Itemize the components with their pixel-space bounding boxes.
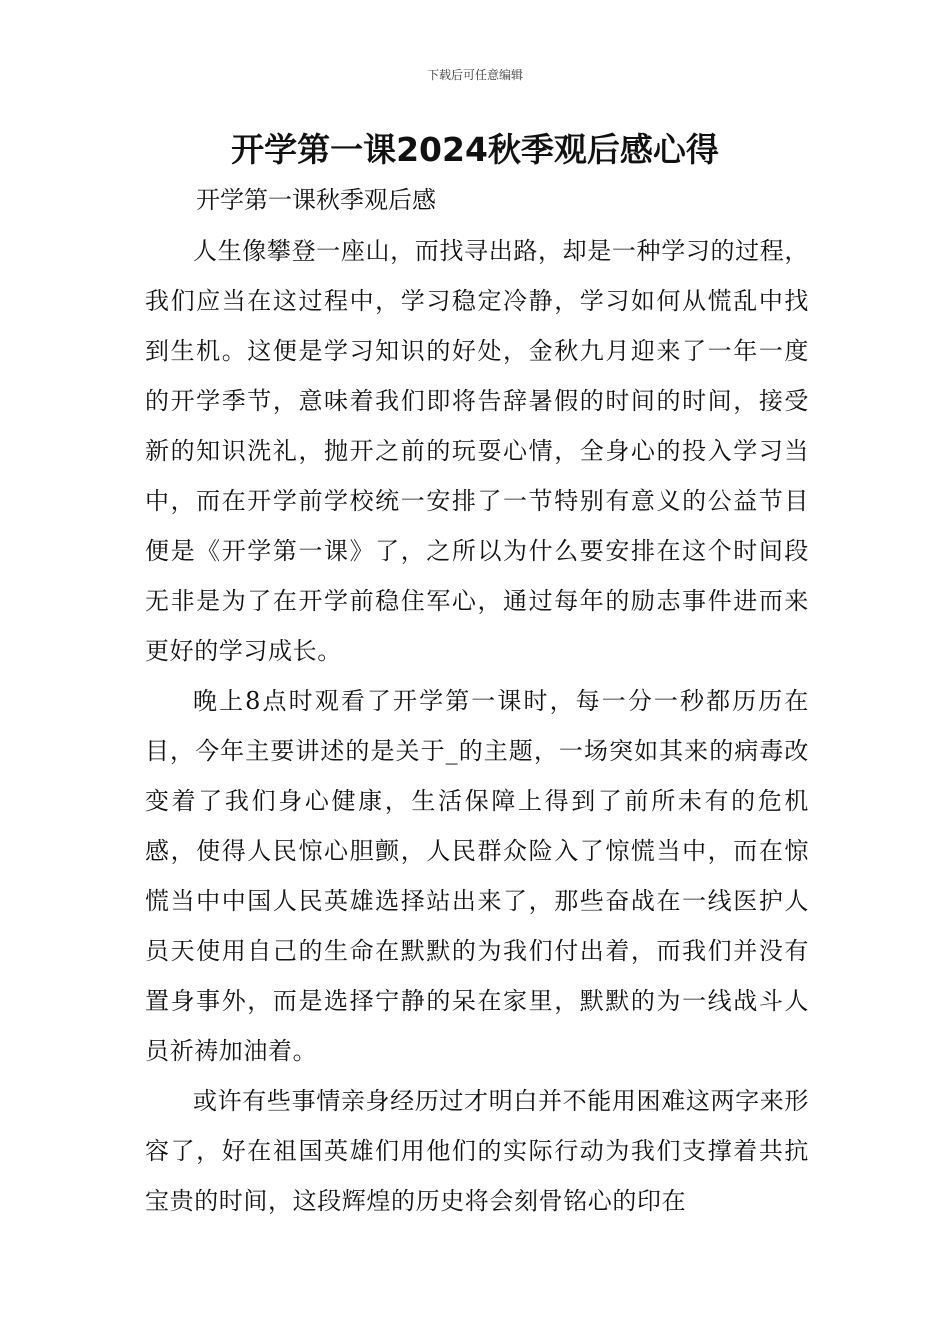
paragraph: 晚上8点时观看了开学第一课时，每一分一秒都历历在目，今年主要讲述的是关于_的主题，一场突如其来的病毒改变着了我们身心健康，生活保障上得到了前所未有的危机感，使得人民惊心胆颤，人民群众险入了惊慌当中，而在惊慌当中中国人民英雄选择站出来了，那些奋战在一线医护人员天使用自己的生命在默默的为我们付出着，而我们并没有置身事外，而是选择宁静的呆在家里，默默的为一线战斗人员祈祷加油着。 (145, 687, 809, 1065)
document-subtitle: 开学第一课秋季观后感 (196, 186, 436, 214)
paragraph: 人生像攀登一座山，而找寻出路，却是一种学习的过程，我们应当在这过程中，学习稳定冷静，学习如何从慌乱中找到生机。这便是学习知识的好处，金秋九月迎来了一年一度的开学季节，意味着我们即将告辞暑假的时间的时间，接受新的知识洗礼，抛开之前的玩耍心情，全身心的投入学习当中，而在开学前学校统一安排了一节特别有意义的公益节目便是《开学第一课》了，之所以为什么要安排在这个时间段无非是为了在开学前稳住军心，通过每年的励志事件进而来更好的学习成长。 (145, 237, 809, 665)
header-note: 下载后可任意编辑 (426, 68, 523, 82)
document-body (145, 226, 809, 1226)
paragraph: 或许有些事情亲身经历过才明白并不能用困难这两字来形容了，好在祖国英雄们用他们的实际行动为我们支撑着共抗宝贵的时间，这段辉煌的历史将会刻骨铭心的印在 (145, 1087, 809, 1215)
document-title: 开学第一课2024秋季观后感心得 (231, 130, 719, 169)
